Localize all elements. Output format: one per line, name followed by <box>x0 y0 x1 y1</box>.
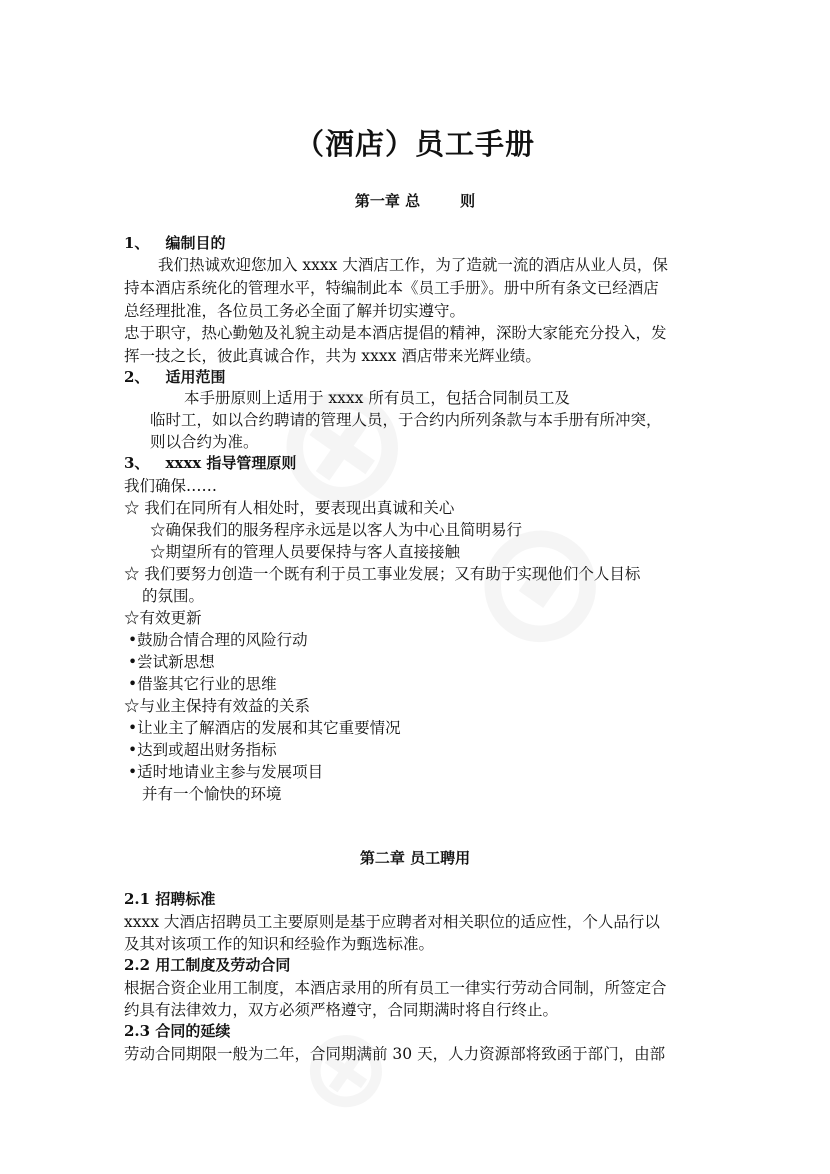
section-3-line: •适时地请业主参与发展项目 <box>128 763 324 781</box>
section-1-line: 我们热诚欢迎您加入 xxxx 大酒店工作，为了造就一流的酒店从业人员，保 <box>158 256 668 274</box>
section-1-line: 忠于职守，热心勤勉及礼貌主动是本酒店提倡的精神，深盼大家能充分投入，发 <box>124 324 667 342</box>
chapter-1-heading: 第一章 总 则 <box>354 192 476 210</box>
section-3-line: ☆与业主保持有效益的关系 <box>124 697 311 715</box>
section-1-line: 挥一技之长，彼此真诚合作，共为 xxxx 酒店带来光辉业绩。 <box>124 347 541 365</box>
section-2-1-line: 及其对该项工作的知识和经验作为甄选标准。 <box>124 935 435 953</box>
section-3-line: •达到或超出财务指标 <box>128 741 277 759</box>
section-3-line: ☆ 我们在同所有人相处时，要表现出真诚和关心 <box>124 499 455 517</box>
section-2-2-line: 约具有法律效力，双方必须严格遵守，合同期满时将自行终止。 <box>124 1001 559 1019</box>
document-title: （酒店）员工手册 <box>294 127 535 161</box>
section-3-line: ☆有效更新 <box>124 609 202 627</box>
section-3-line: ☆确保我们的服务程序永远是以客人为中心且简明易行 <box>150 521 523 539</box>
section-2-2-heading: 2.2 用工制度及劳动合同 <box>124 956 291 974</box>
section-3-line: •尝试新思想 <box>128 653 215 671</box>
section-1-heading: 1、 编制目的 <box>124 234 226 252</box>
section-3-line: •鼓励合情合理的风险行动 <box>128 631 308 649</box>
section-1-line: 总经理批准，各位员工务必全面了解并切实遵守。 <box>124 302 466 320</box>
section-2-line: 则以合约为准。 <box>150 433 259 451</box>
section-3-line: 并有一个愉快的环境 <box>142 785 282 803</box>
section-3-heading: 3、 xxxx 指导管理原则 <box>124 454 297 472</box>
section-2-line: 本手册原则上适用于 xxxx 所有员工，包括合同制员工及 <box>184 389 570 407</box>
section-2-3-heading: 2.3 合同的延续 <box>124 1022 231 1040</box>
section-1-line: 持本酒店系统化的管理水平，特编制此本《员工手册》。册中所有条文已经酒店 <box>124 279 659 297</box>
section-2-1-heading: 2.1 招聘标准 <box>124 890 216 908</box>
section-2-heading: 2、 适用范围 <box>124 368 226 386</box>
chapter-2-heading: 第二章 员工聘用 <box>359 849 471 867</box>
section-2-1-line: xxxx 大酒店招聘员工主要原则是基于应聘者对相关职位的适应性，个人品行以 <box>124 913 660 931</box>
section-2-2-line: 根据合资企业用工制度，本酒店录用的所有员工一律实行劳动合同制，所签定合 <box>124 979 667 997</box>
section-3-line: •让业主了解酒店的发展和其它重要情况 <box>128 719 401 737</box>
section-2-line: 临时工，如以合约聘请的管理人员，于合约内所列条款与本手册有所冲突， <box>150 411 662 429</box>
section-3-line: ☆期望所有的管理人员要保持与客人直接接触 <box>150 543 461 561</box>
section-3-line: •借鉴其它行业的思维 <box>128 675 277 693</box>
section-3-line: 的氛围。 <box>142 587 205 605</box>
section-3-line: 我们确保…… <box>124 477 218 495</box>
section-3-line: ☆ 我们要努力创造一个既有利于员工事业发展；又有助于实现他们个人目标 <box>124 565 641 583</box>
section-2-3-line: 劳动合同期限一般为二年，合同期满前 30 天，人力资源部将致函于部门，由部 <box>124 1045 666 1063</box>
